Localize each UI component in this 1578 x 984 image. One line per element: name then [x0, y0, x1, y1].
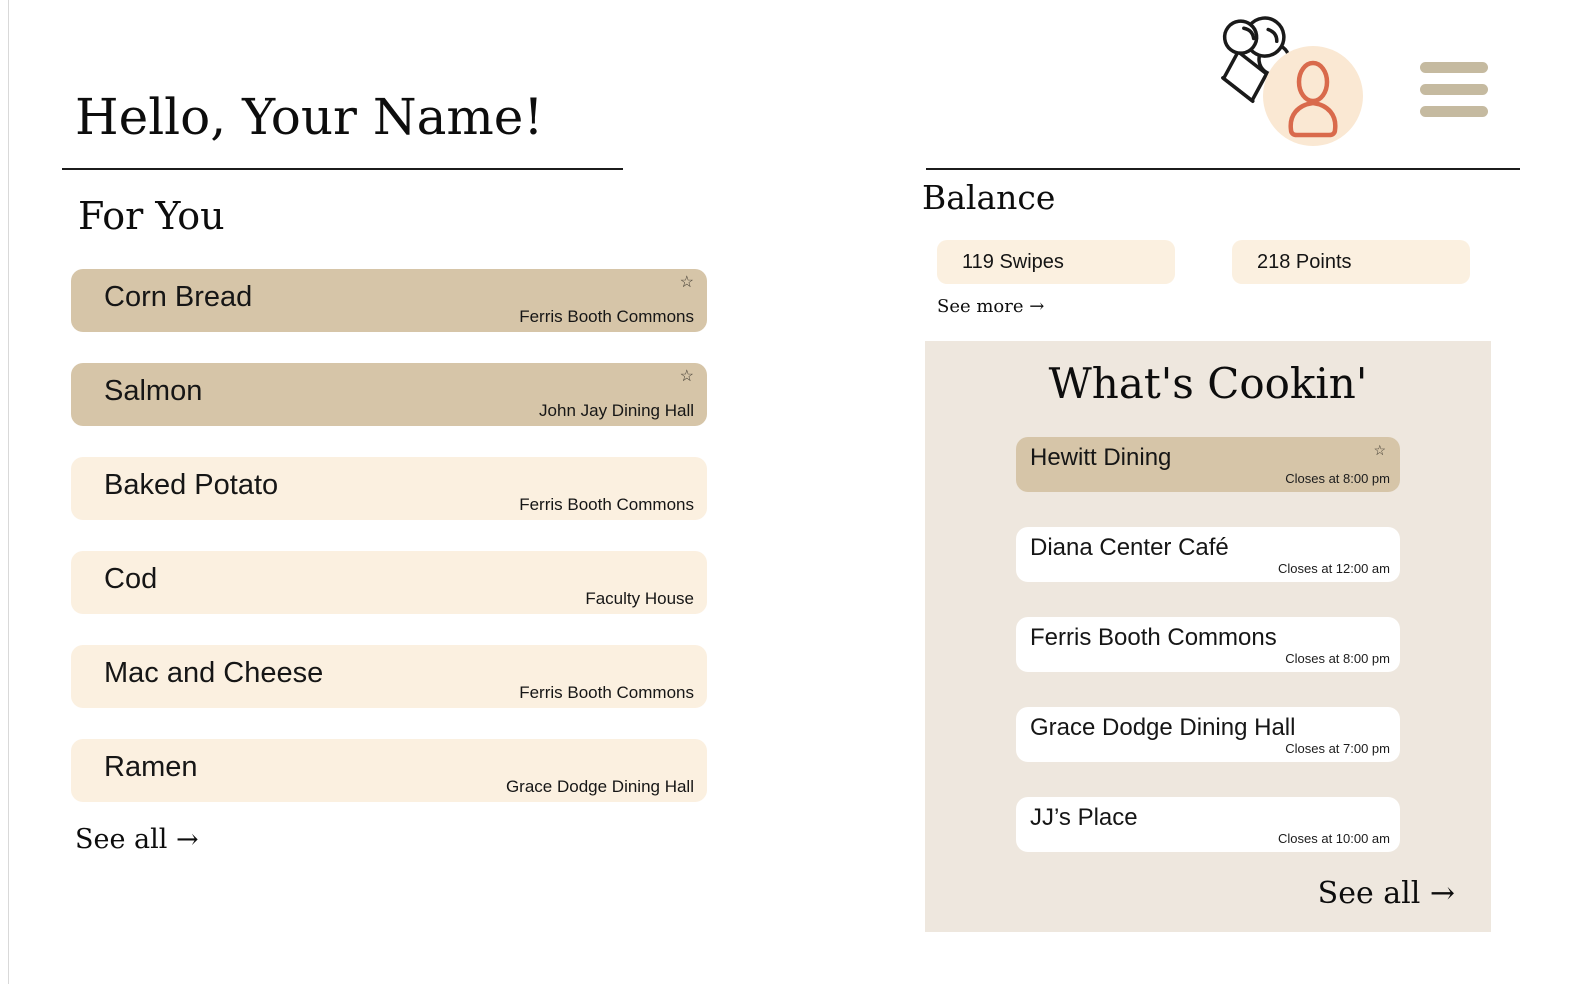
- food-location: John Jay Dining Hall: [539, 401, 694, 420]
- food-location: Grace Dodge Dining Hall: [505, 777, 694, 796]
- dining-hall-closing-time: Closes at 8:00 pm: [1285, 471, 1390, 486]
- for-you-heading: For You: [78, 194, 225, 238]
- food-location: Faculty House: [585, 589, 694, 608]
- person-head: [1299, 63, 1327, 101]
- food-name: Ramen: [104, 751, 198, 783]
- food-name: Cod: [104, 563, 158, 595]
- star-icon[interactable]: ☆: [679, 368, 694, 385]
- whats-cookin-panel: [925, 341, 1491, 932]
- food-card[interactable]: [71, 645, 707, 708]
- swipes-balance-pill[interactable]: 119 Swipes: [937, 240, 1175, 284]
- left-section-divider: [62, 168, 623, 170]
- dining-hall-closing-time: Closes at 7:00 pm: [1285, 741, 1390, 756]
- dining-hall-card[interactable]: [1016, 437, 1400, 492]
- balance-see-more-link[interactable]: See more →: [937, 296, 1045, 317]
- food-name: Salmon: [104, 375, 203, 407]
- star-icon[interactable]: ☆: [679, 274, 694, 291]
- dining-hall-name: Hewitt Dining: [1030, 444, 1172, 471]
- menu-bar: [1420, 84, 1488, 95]
- food-location: Ferris Booth Commons: [519, 495, 694, 514]
- dining-hall-card[interactable]: [1016, 527, 1400, 582]
- for-you-list: [71, 269, 707, 802]
- whats-cookin-see-all-link[interactable]: See all →: [1317, 876, 1455, 911]
- food-location: Ferris Booth Commons: [519, 683, 694, 702]
- dining-hall-card[interactable]: [1016, 797, 1400, 852]
- dining-hall-closing-time: Closes at 12:00 am: [1277, 561, 1390, 576]
- food-location: Ferris Booth Commons: [519, 307, 694, 326]
- window-edge-divider: [8, 0, 9, 984]
- food-name: Baked Potato: [104, 469, 279, 501]
- dining-hall-name: Ferris Booth Commons: [1030, 624, 1277, 651]
- menu-bar: [1420, 62, 1488, 73]
- person-shoulders: [1291, 103, 1336, 135]
- dining-hall-closing-time: Closes at 8:00 pm: [1285, 651, 1390, 666]
- whats-cookin-heading: What's Cookin': [1048, 359, 1368, 408]
- hamburger-menu-icon[interactable]: [1420, 62, 1488, 117]
- food-name: Corn Bread: [104, 281, 253, 313]
- food-card[interactable]: [71, 363, 707, 426]
- menu-bar: [1420, 106, 1488, 117]
- balance-heading: Balance: [922, 178, 1056, 217]
- star-icon[interactable]: ☆: [1373, 442, 1386, 458]
- food-name: Mac and Cheese: [104, 657, 324, 689]
- page-title: Hello, Your Name!: [75, 88, 544, 146]
- food-card[interactable]: [71, 457, 707, 520]
- dining-hall-closing-time: Closes at 10:00 am: [1277, 831, 1390, 846]
- dining-hall-card[interactable]: [1016, 617, 1400, 672]
- food-card[interactable]: [71, 551, 707, 614]
- points-balance-pill[interactable]: 218 Points: [1232, 240, 1470, 284]
- right-section-divider: [926, 168, 1520, 170]
- food-card[interactable]: [71, 739, 707, 802]
- food-card[interactable]: [71, 269, 707, 332]
- dining-hall-name: JJ’s Place: [1030, 804, 1138, 831]
- dining-hall-card[interactable]: [1016, 707, 1400, 762]
- dining-hall-name: Grace Dodge Dining Hall: [1030, 714, 1296, 741]
- dining-hall-list: [1016, 437, 1400, 852]
- avatar[interactable]: [1263, 46, 1363, 146]
- for-you-see-all-link[interactable]: See all →: [75, 824, 199, 855]
- dining-hall-name: Diana Center Café: [1030, 534, 1229, 561]
